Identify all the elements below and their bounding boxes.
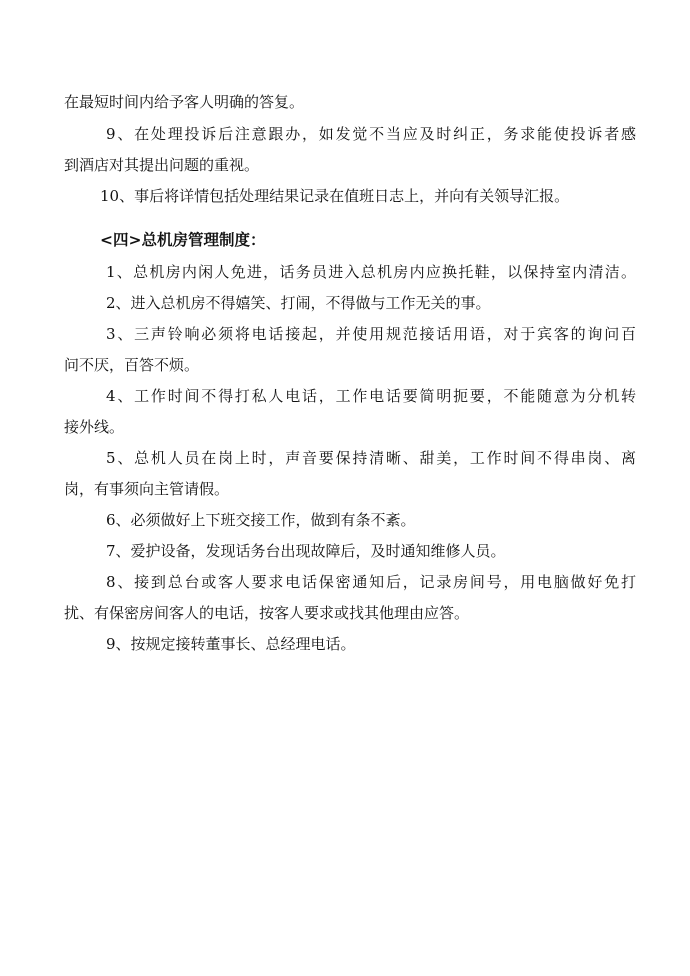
rule-line: 问不厌，百答不烦。 — [64, 356, 200, 374]
rule-line: 扰、有保密房间客人的电话，按客人要求或找其他理由应答。 — [64, 604, 470, 622]
rule-line: 5、总机人员在岗上时，声音要保持清晰、甜美，工作时间不得串岗、离 — [106, 449, 636, 467]
rule-line: 9、按规定接转董事长、总经理电话。 — [106, 635, 356, 653]
rule-line: 6、必须做好上下班交接工作，做到有条不紊。 — [106, 511, 416, 529]
paragraph-line: 9、在处理投诉后注意跟办，如发觉不当应及时纠正，务求能使投诉者感 — [106, 125, 636, 143]
paragraph-line: 10、事后将详情包括处理结果记录在值班日志上，并向有关领导汇报。 — [100, 187, 570, 205]
section-heading: <四>总机房管理制度： — [100, 231, 266, 249]
paragraph-line: 到酒店对其提出问题的重视。 — [64, 156, 260, 174]
rule-line: 接外线。 — [64, 418, 125, 436]
rule-line: 3、三声铃响必须将电话接起，并使用规范接话用语，对于宾客的询问百 — [106, 325, 636, 343]
rule-line: 4、工作时间不得打私人电话，工作电话要简明扼要，不能随意为分机转 — [106, 387, 636, 405]
rule-line: 岗，有事须向主管请假。 — [64, 480, 230, 498]
rule-line: 8、接到总台或客人要求电话保密通知后，记录房间号，用电脑做好免打 — [106, 573, 636, 591]
rule-line: 1、总机房内闲人免进，话务员进入总机房内应换托鞋，以保持室内清洁。 — [106, 263, 636, 281]
paragraph-line: 在最短时间内给予客人明确的答复。 — [64, 93, 305, 111]
rule-line: 7、爱护设备，发现话务台出现故障后，及时通知维修人员。 — [106, 542, 506, 560]
rule-line: 2、进入总机房不得嬉笑、打闹，不得做与工作无关的事。 — [106, 294, 491, 312]
